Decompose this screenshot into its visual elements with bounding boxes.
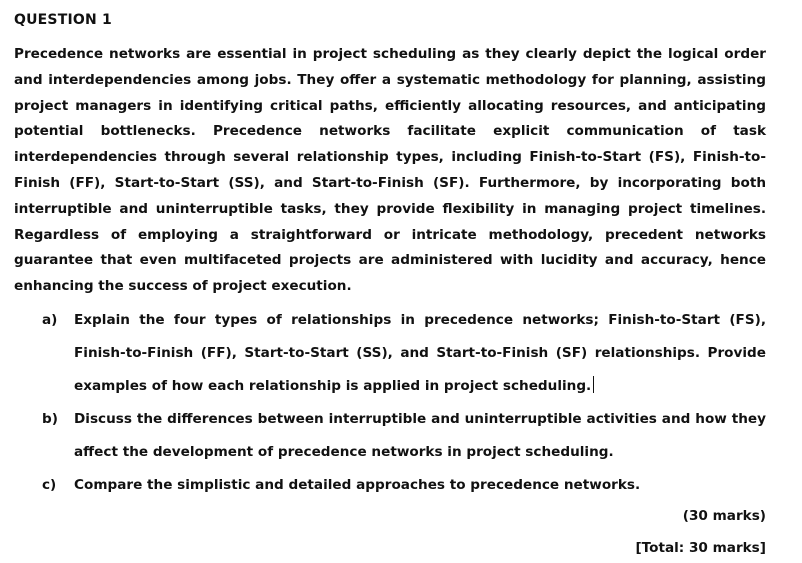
sub-question-letter: c)	[42, 476, 57, 493]
sub-question-letter: b)	[42, 410, 58, 427]
total-marks-label: [Total: 30 marks]	[635, 540, 766, 556]
sub-question-a	[14, 304, 766, 403]
question-intro-paragraph: Precedence networks are essential in project scheduling as they clearly depict the logical order and interdependencies among jobs. They offer a systematic methodology for planning, assisting project managers in identifying critical paths, efficiently allocating resources, and anticipating potential bottlenecks. Precedence networks facilitate explicit communication of task interdependencies through several relationship types, including Finish-to-Start (FS), Finish-to-Finish (FF), Start-to-Start (SS), and Start-to-Finish (SF). Furthermore, by incorporating both interruptible and uninterruptible tasks, they provide flexibility in managing project timelines. Regardless of employing a straightforward or intricate methodology, precedent networks guarantee that even multifaceted projects are administered with lucidity and accuracy, hence enhancing the success of project execution.	[14, 46, 766, 295]
text-cursor	[593, 376, 594, 393]
sub-question-letter: a)	[42, 311, 58, 328]
marks-label: (30 marks)	[682, 508, 766, 524]
sub-question-list	[14, 304, 766, 502]
question-document	[14, 12, 766, 556]
sub-question-b	[14, 403, 766, 469]
sub-question-text: Discuss the differences between interruptible and uninterruptible activities and how they affect the development of precedence networks in project scheduling.	[74, 410, 766, 460]
question-title: QUESTION 1	[14, 12, 112, 28]
sub-question-text: Explain the four types of relationships in precedence networks; Finish-to-Start (FS), Finish-to-Finish (FF), Start-to-Start (SS), and Start-to-Finish (SF) relationships. Provide examples of how each relationship is applied in project scheduling.	[74, 311, 766, 394]
sub-question-c	[14, 469, 766, 502]
sub-question-a-text-editable[interactable]	[74, 304, 766, 403]
sub-question-text: Compare the simplistic and detailed approaches to precedence networks.	[74, 476, 641, 493]
